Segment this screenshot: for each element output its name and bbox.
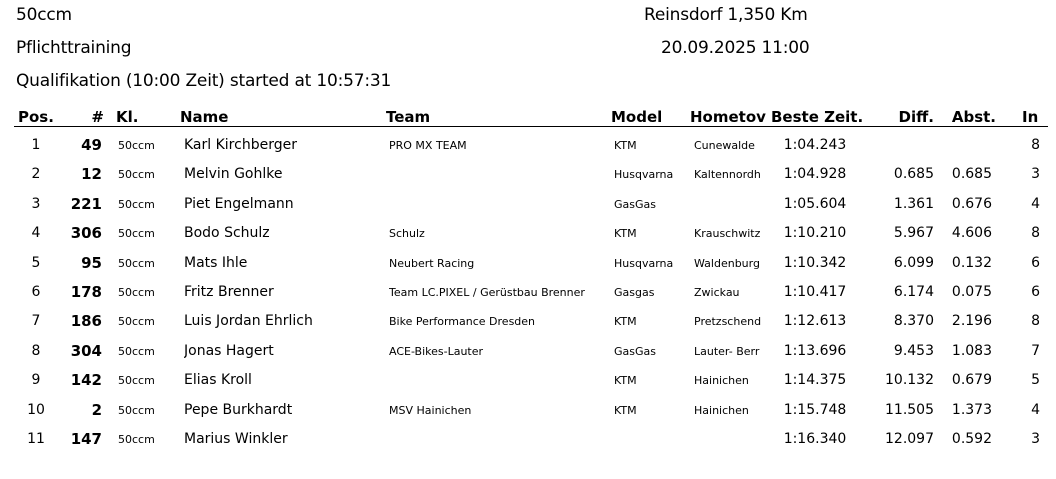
table-row — [0, 336, 1056, 365]
cell-team: PRO MX TEAM — [389, 139, 467, 152]
table-row — [0, 218, 1056, 247]
cell-name: Jonas Hagert — [184, 342, 274, 359]
cell-hometown: Waldenburg — [694, 256, 760, 270]
cell-gap: 1.373 — [951, 401, 992, 418]
cell-laps: 4 — [1031, 195, 1040, 212]
cell-gap: 4.606 — [951, 225, 992, 242]
cell-gap: 2.196 — [951, 313, 992, 330]
cell-class: 50ccm — [118, 227, 155, 241]
cell-team: Bike Performance Dresden — [389, 315, 536, 329]
cell-team: Neubert Racing — [389, 256, 475, 270]
track-info: Reinsdorf 1,350 Km — [644, 5, 808, 25]
cell-laps: 3 — [1031, 431, 1040, 447]
cell-diff: 12.097 — [885, 431, 934, 447]
col-header-name: Name — [180, 108, 229, 126]
col-header-gap: Abst. — [951, 108, 996, 126]
cell-hometown: Pretzschend — [694, 315, 762, 329]
cell-pos: 7 — [31, 313, 41, 330]
cell-hometown: Krauschwitz — [694, 227, 761, 241]
cell-name: Melvin Gohlke — [184, 166, 283, 183]
cell-laps: 3 — [1031, 166, 1040, 183]
cell-number: 186 — [70, 312, 102, 331]
cell-class: 50ccm — [118, 374, 155, 388]
cell-number: 142 — [70, 371, 102, 390]
cell-best-time: 1:04.928 — [783, 166, 847, 183]
cell-pos: 4 — [31, 225, 41, 242]
cell-pos: 11 — [27, 431, 45, 447]
cell-gap: 0.132 — [951, 254, 992, 271]
cell-diff: 11.505 — [885, 401, 934, 418]
cell-pos: 6 — [31, 284, 41, 300]
col-header-laps: In — [1022, 108, 1039, 126]
cell-name: Bodo Schulz — [184, 225, 270, 242]
cell-number: 304 — [70, 341, 102, 360]
cell-best-time: 1:15.748 — [783, 401, 847, 418]
cell-name: Luis Jordan Ehrlich — [184, 313, 313, 330]
cell-model: Husqvarna — [614, 256, 674, 270]
cell-number: 147 — [70, 430, 102, 448]
cell-name: Mats Ihle — [184, 254, 248, 271]
cell-class: 50ccm — [118, 315, 155, 329]
cell-gap: 0.685 — [951, 166, 992, 183]
cell-number: 178 — [70, 283, 102, 301]
table-row — [0, 189, 1056, 218]
cell-laps: 4 — [1031, 401, 1040, 418]
table-row — [0, 306, 1056, 335]
cell-name: Pepe Burkhardt — [184, 401, 293, 418]
cell-class: 50ccm — [118, 403, 155, 417]
cell-laps: 7 — [1031, 342, 1040, 359]
class-title: 50ccm — [16, 5, 72, 25]
cell-model: Gasgas — [614, 286, 655, 299]
cell-name: Elias Kroll — [184, 372, 252, 389]
cell-hometown: Cunewalde — [694, 139, 755, 152]
table-row — [0, 277, 1056, 306]
cell-pos: 9 — [31, 372, 41, 389]
cell-diff: 5.967 — [893, 225, 934, 242]
cell-diff: 0.685 — [893, 166, 934, 183]
header-divider — [14, 126, 1048, 127]
cell-model: KTM — [614, 374, 637, 388]
cell-laps: 6 — [1031, 254, 1040, 271]
cell-best-time: 1:04.243 — [783, 137, 847, 153]
cell-laps: 8 — [1031, 313, 1040, 330]
cell-pos: 1 — [31, 137, 41, 153]
cell-gap: 0.676 — [951, 195, 992, 212]
cell-team: MSV Hainichen — [389, 403, 472, 417]
cell-diff: 6.099 — [893, 254, 934, 271]
cell-gap: 1.083 — [951, 342, 992, 359]
table-row — [0, 130, 1056, 159]
cell-diff: 9.453 — [893, 342, 934, 359]
col-header-number: # — [91, 108, 104, 126]
cell-diff: 8.370 — [893, 313, 934, 330]
cell-model: GasGas — [614, 197, 656, 211]
cell-number: 95 — [81, 253, 102, 272]
cell-gap: 0.075 — [951, 284, 992, 300]
col-header-diff: Diff. — [898, 108, 934, 126]
qualification-info: Qualifikation (10:00 Zeit) started at 10:57:31 — [16, 71, 392, 91]
table-row — [0, 395, 1056, 424]
cell-best-time: 1:14.375 — [783, 372, 847, 389]
cell-pos: 3 — [31, 195, 41, 212]
cell-gap: 0.592 — [951, 431, 992, 447]
cell-class: 50ccm — [118, 197, 155, 211]
cell-class: 50ccm — [118, 433, 155, 446]
session-title: Pflichttraining — [16, 38, 132, 58]
cell-name: Piet Engelmann — [184, 195, 294, 212]
table-row — [0, 248, 1056, 277]
cell-class: 50ccm — [118, 256, 155, 270]
cell-best-time: 1:05.604 — [783, 195, 847, 212]
cell-class: 50ccm — [118, 344, 155, 358]
cell-hometown: Lauter- Berr — [694, 344, 760, 358]
cell-number: 2 — [91, 400, 102, 419]
cell-name: Karl Kirchberger — [184, 137, 297, 153]
cell-model: KTM — [614, 227, 637, 241]
col-header-model: Model — [611, 108, 663, 126]
cell-best-time: 1:10.342 — [783, 254, 847, 271]
cell-number: 49 — [81, 136, 102, 154]
cell-diff: 6.174 — [893, 284, 934, 300]
results-table-header — [0, 108, 1056, 127]
cell-pos: 2 — [31, 166, 41, 183]
cell-hometown: Kaltennordh — [694, 168, 761, 182]
cell-diff: 10.132 — [885, 372, 934, 389]
cell-class: 50ccm — [118, 286, 155, 299]
cell-laps: 8 — [1031, 137, 1040, 153]
cell-team: ACE-Bikes-Lauter — [389, 344, 484, 358]
cell-name: Marius Winkler — [184, 431, 288, 447]
cell-name: Fritz Brenner — [184, 284, 274, 300]
cell-model: KTM — [614, 139, 637, 152]
cell-laps: 8 — [1031, 225, 1040, 242]
cell-best-time: 1:10.417 — [783, 284, 847, 300]
cell-pos: 10 — [27, 401, 45, 418]
cell-team: Team LC.PIXEL / Gerüstbau Brenner — [389, 286, 585, 299]
cell-best-time: 1:12.613 — [783, 313, 847, 330]
cell-class: 50ccm — [118, 168, 155, 182]
cell-hometown: Hainichen — [694, 374, 749, 388]
cell-pos: 8 — [31, 342, 41, 359]
cell-model: GasGas — [614, 344, 656, 358]
cell-number: 221 — [70, 194, 102, 213]
col-header-hometown: Hometov — [690, 108, 766, 126]
cell-class: 50ccm — [118, 139, 155, 152]
table-row — [0, 159, 1056, 188]
cell-model: KTM — [614, 315, 637, 329]
cell-model: Husqvarna — [614, 168, 674, 182]
cell-number: 12 — [81, 165, 102, 184]
cell-hometown: Hainichen — [694, 403, 749, 417]
cell-hometown: Zwickau — [694, 286, 740, 299]
table-row — [0, 365, 1056, 394]
cell-gap: 0.679 — [951, 372, 992, 389]
cell-best-time: 1:16.340 — [783, 431, 847, 447]
col-header-team: Team — [386, 108, 431, 126]
cell-diff: 1.361 — [893, 195, 934, 212]
event-datetime: 20.09.2025 11:00 — [661, 38, 810, 58]
cell-best-time: 1:13.696 — [783, 342, 847, 359]
col-header-pos: Pos. — [18, 108, 54, 126]
col-header-best-time: Beste Zeit. — [771, 108, 863, 126]
cell-number: 306 — [70, 224, 102, 243]
cell-best-time: 1:10.210 — [783, 225, 847, 242]
col-header-class: Kl. — [116, 108, 139, 126]
cell-team: Schulz — [389, 227, 425, 241]
cell-laps: 6 — [1031, 284, 1040, 300]
cell-model: KTM — [614, 403, 637, 417]
cell-laps: 5 — [1031, 372, 1040, 389]
cell-pos: 5 — [31, 254, 41, 271]
table-row — [0, 424, 1056, 453]
